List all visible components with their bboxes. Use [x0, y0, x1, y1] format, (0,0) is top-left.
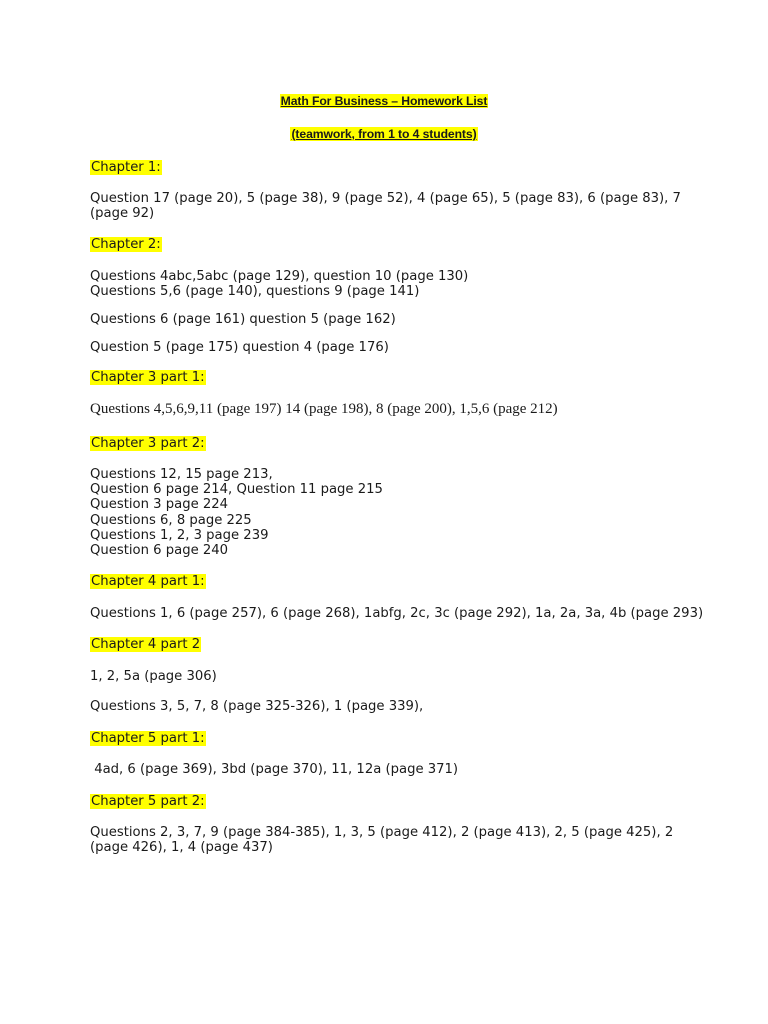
- chapter-1-questions: [90, 191, 690, 221]
- chapter-1-line-2: (page 92): [90, 206, 155, 222]
- chapter-5-part-1-questions: [90, 762, 690, 777]
- chapter-3-part-2-line-1: Questions 12, 15 page 213,: [90, 467, 273, 482]
- chapter-2-heading-row: [90, 237, 690, 252]
- chapter-5-part-1-heading-row: [90, 731, 690, 746]
- chapter-5-part-2-line-1: Questions 2, 3, 7, 9 (page 384-385), 1, 3, 5 (page 412), 2 (page 413), 2, 5 (page 425), 2: [90, 825, 674, 840]
- chapter-2-line-4: Question 5 (page 175) question 4 (page 176): [90, 340, 389, 355]
- document-title: Math For Business – Homework List: [280, 94, 488, 108]
- chapter-1-heading-row: [90, 160, 690, 175]
- chapter-3-part-1-line: Questions 4,5,6,9,11 (page 197) 14 (page 198), 8 (page 200), 1,5,6 (page 212): [90, 401, 558, 417]
- chapter-3-part-2-questions: [90, 467, 690, 558]
- chapter-2-questions-b: [90, 312, 690, 327]
- chapter-1-line-1: Question 17 (page 20), 5 (page 38), 9 (page 52), 4 (page 65), 5 (page 83), 6 (page 83), 7: [90, 191, 681, 206]
- chapter-2-line-1: Questions 4abc,5abc (page 129), question 10 (page 130): [90, 269, 469, 284]
- chapter-4-part-2-heading: Chapter 4 part 2: [91, 637, 201, 652]
- chapter-4-part-2-line-1: 1, 2, 5a (page 306): [90, 669, 217, 684]
- chapter-3-part-2-line-3: Question 3 page 224: [90, 497, 229, 513]
- chapter-3-part-2-heading: Chapter 3 part 2:: [91, 436, 205, 451]
- chapter-4-part-1-questions: [90, 606, 704, 621]
- chapter-3-part-2-line-2: Question 6 page 214, Question 11 page 215: [90, 482, 383, 498]
- chapter-3-part-2-heading-row: [90, 436, 690, 451]
- chapter-4-part-2-questions-b: [90, 699, 690, 714]
- chapter-4-part-2-heading-row: [90, 637, 690, 652]
- chapter-4-part-1-heading-row: [90, 574, 690, 589]
- chapter-4-part-1-heading: Chapter 4 part 1:: [91, 574, 205, 589]
- chapter-1-heading: Chapter 1:: [91, 160, 161, 175]
- chapter-5-part-2-questions: [90, 825, 690, 855]
- chapter-2-line-2: Questions 5,6 (page 140), questions 9 (page 141): [90, 284, 420, 300]
- subtitle-row: [0, 127, 768, 142]
- chapter-4-part-2-line-2: Questions 3, 5, 7, 8 (page 325-326), 1 (page 339),: [90, 699, 424, 714]
- chapter-3-part-2-line-4: Questions 6, 8 page 225: [90, 512, 252, 528]
- chapter-5-part-2-line-2: (page 426), 1, 4 (page 437): [90, 840, 273, 856]
- chapter-4-part-1-line: Questions 1, 6 (page 257), 6 (page 268), 1abfg, 2c, 3c (page 292), 1a, 2a, 3a, 4b (page 293): [90, 606, 704, 621]
- chapter-5-part-2-heading-row: [90, 794, 690, 809]
- chapter-4-part-2-questions-a: [90, 669, 690, 684]
- chapter-2-heading: Chapter 2:: [91, 237, 161, 252]
- chapter-2-questions-a: [90, 269, 690, 299]
- chapter-5-part-1-heading: Chapter 5 part 1:: [91, 731, 205, 746]
- chapter-3-part-1-heading: Chapter 3 part 1:: [91, 370, 205, 385]
- chapter-5-part-1-line: 4ad, 6 (page 369), 3bd (page 370), 11, 12a (page 371): [90, 762, 459, 777]
- chapter-3-part-2-line-6: Question 6 page 240: [90, 543, 229, 559]
- chapter-3-part-1-questions: [90, 402, 690, 417]
- title-row: [0, 94, 768, 109]
- chapter-2-line-3: Questions 6 (page 161) question 5 (page 162): [90, 312, 396, 327]
- chapter-3-part-1-heading-row: [90, 370, 690, 385]
- chapter-3-part-2-line-5: Questions 1, 2, 3 page 239: [90, 527, 269, 543]
- chapter-5-part-2-heading: Chapter 5 part 2:: [91, 794, 205, 809]
- document-subtitle: (teamwork, from 1 to 4 students): [291, 127, 477, 141]
- chapter-2-questions-c: [90, 340, 690, 355]
